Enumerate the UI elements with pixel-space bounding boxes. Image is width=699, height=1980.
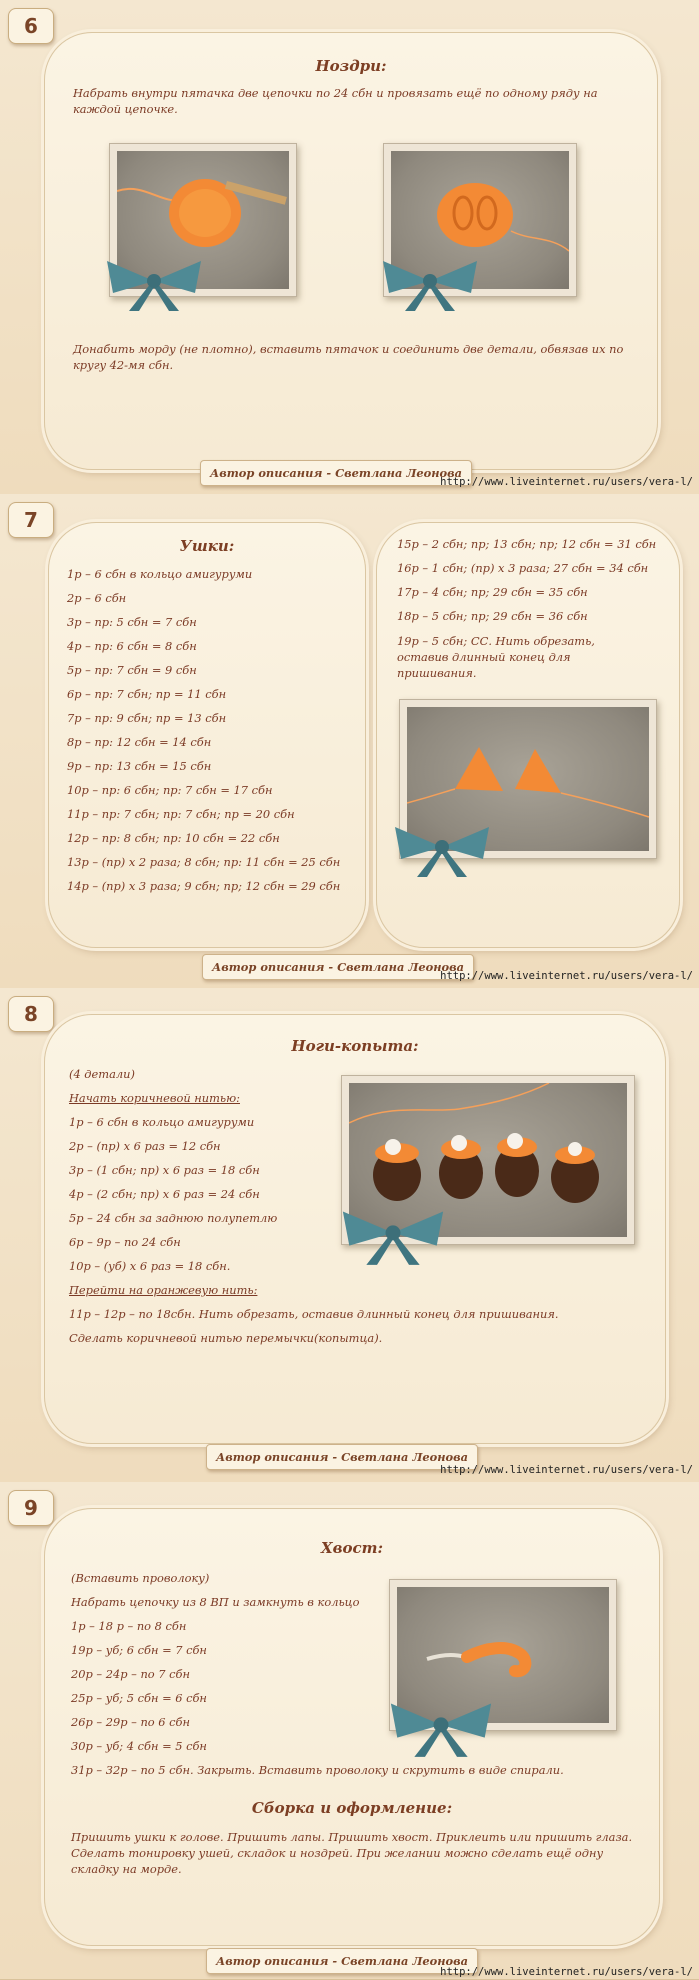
list-item: 3р – (1 сбн; пр) х 6 раз = 18 сбн — [69, 1163, 260, 1177]
step-title: Ноздри: — [315, 57, 387, 75]
list-item: (Вставить проволоку) — [71, 1571, 210, 1585]
list-item: 13р – (пр) х 2 раза; 8 сбн; пр: 11 сбн = 25 сбн — [67, 855, 341, 869]
list-item: 1р – 18 р – по 8 сбн — [71, 1619, 187, 1633]
list-item: 16р – 1 сбн; (пр) х 3 раза; 27 сбн = 34 сбн — [397, 561, 649, 575]
step-text: Донабить морду (не плотно), вставить пятачок и соединить две детали, обвязав их по кругу 42-мя сбн. — [73, 342, 624, 372]
author-credit: Автор описания - Светлана Леонова — [200, 460, 472, 486]
list-item: 1р – 6 сбн в кольцо амигуруми — [69, 1115, 255, 1129]
step-9-card — [44, 1508, 660, 1946]
ribbon-bow-icon — [375, 253, 485, 317]
list-item: 31р – 32р – по 5 сбн. Закрыть. Вставить проволоку и скрутить в виде спирали. — [71, 1763, 564, 1777]
step-title: Ноги-копыта: — [291, 1037, 419, 1055]
step-title: Хвост: — [320, 1539, 384, 1557]
step-number-badge: 6 — [8, 8, 54, 44]
author-credit: Автор описания - Светлана Леонова — [206, 1948, 478, 1974]
list-item: 19р – уб; 6 сбн = 7 сбн — [71, 1643, 207, 1657]
list-item: (4 детали) — [69, 1067, 135, 1081]
step-7-right-card — [376, 522, 680, 948]
step-9-section — [0, 1482, 699, 1980]
ribbon-bow-icon — [333, 1203, 453, 1271]
author-credit: Автор описания - Светлана Леонова — [206, 1444, 478, 1470]
list-item: Набрать цепочку из 8 ВП и замкнуть в кольцо — [71, 1595, 360, 1609]
list-item: 12р – пр: 8 сбн; пр: 10 сбн = 22 сбн — [67, 831, 280, 845]
step-6-section — [0, 0, 699, 495]
list-item: 5р – 24 сбн за заднюю полупетлю — [69, 1211, 278, 1225]
list-item: 30р – уб; 4 сбн = 5 сбн — [71, 1739, 207, 1753]
step-7-left-card — [48, 522, 366, 948]
ribbon-bow-icon — [99, 253, 209, 317]
list-item: 5р – пр: 7 сбн = 9 сбн — [67, 663, 197, 677]
list-item: 11р – пр: 7 сбн; пр: 7 сбн; пр = 20 сбн — [67, 807, 295, 821]
step-title: Ушки: — [179, 537, 235, 555]
assembly-text: Пришить ушки к голове. Пришить лапы. Пришить хвост. Приклеить или пришить глаза. Сделать тонировку ушей, складок и ноздрей. При желании можно сделать ещё одну складку на морде. — [71, 1830, 633, 1876]
ribbon-bow-icon — [381, 1695, 501, 1763]
list-item: 9р – пр: 13 сбн = 15 сбн — [67, 759, 212, 773]
list-item: 4р – пр: 6 сбн = 8 сбн — [67, 639, 197, 653]
list-item: 8р – пр: 12 сбн = 14 сбн — [67, 735, 212, 749]
list-item: 10р – (уб) х 6 раз = 18 сбн. — [69, 1259, 231, 1273]
list-item: 10р – пр: 6 сбн; пр: 7 сбн = 17 сбн — [67, 783, 273, 797]
list-item: 1р – 6 сбн в кольцо амигуруми — [67, 567, 253, 581]
ribbon-bow-icon — [387, 819, 497, 883]
list-item: 6р – 9р – по 24 сбн — [69, 1235, 181, 1249]
step-text: 19р – 5 сбн; СС. Нить обрезать, оставив длинный конец для пришивания. — [397, 634, 595, 680]
list-item: Начать коричневой нитью: — [69, 1091, 240, 1105]
list-item: 2р – (пр) х 6 раз = 12 сбн — [69, 1139, 221, 1153]
list-item: 2р – 6 сбн — [67, 591, 127, 605]
step-7-section — [0, 494, 699, 989]
source-url[interactable]: http://www.liveinternet.ru/users/vera-l/ — [440, 1464, 693, 1476]
source-url[interactable]: http://www.liveinternet.ru/users/vera-l/ — [440, 476, 693, 488]
author-credit: Автор описания - Светлана Леонова — [202, 954, 474, 980]
list-item: 26р – 29р – по 6 сбн — [71, 1715, 190, 1729]
step-number-badge: 8 — [8, 996, 54, 1032]
list-item: 25р – уб; 5 сбн = 6 сбн — [71, 1691, 207, 1705]
list-item: 14р – (пр) х 3 раза; 9 сбн; пр; 12 сбн = 29 сбн — [67, 879, 341, 893]
list-item: 11р – 12р – по 18сбн. Нить обрезать, оставив длинный конец для пришивания. — [69, 1307, 559, 1321]
list-item: Перейти на оранжевую нить: — [69, 1283, 258, 1297]
step-6-card — [44, 32, 658, 470]
list-item: 20р – 24р – по 7 сбн — [71, 1667, 190, 1681]
list-item: 17р – 4 сбн; пр; 29 сбн = 35 сбн — [397, 585, 588, 599]
source-url[interactable]: http://www.liveinternet.ru/users/vera-l/ — [440, 1966, 693, 1978]
list-item: Сделать коричневой нитью перемычки(копытца). — [69, 1331, 383, 1345]
assembly-title: Сборка и оформление: — [251, 1799, 453, 1817]
list-item: 18р – 5 сбн; пр; 29 сбн = 36 сбн — [397, 609, 588, 623]
list-item: 15р – 2 сбн; пр; 13 сбн; пр; 12 сбн = 31 сбн — [397, 537, 657, 551]
step-8-section — [0, 988, 699, 1483]
list-item: 4р – (2 сбн; пр) х 6 раз = 24 сбн — [69, 1187, 260, 1201]
step-8-card — [44, 1014, 666, 1444]
step-number-badge: 9 — [8, 1490, 54, 1526]
list-item: 3р – пр: 5 сбн = 7 сбн — [67, 615, 197, 629]
step-number-badge: 7 — [8, 502, 54, 538]
list-item: 7р – пр: 9 сбн; пр = 13 сбн — [67, 711, 227, 725]
step-text: Набрать внутри пятачка две цепочки по 24 сбн и провязать ещё по одному ряду на каждой цепочке. — [73, 86, 598, 116]
source-url[interactable]: http://www.liveinternet.ru/users/vera-l/ — [440, 970, 693, 982]
list-item: 6р – пр: 7 сбн; пр = 11 сбн — [67, 687, 227, 701]
